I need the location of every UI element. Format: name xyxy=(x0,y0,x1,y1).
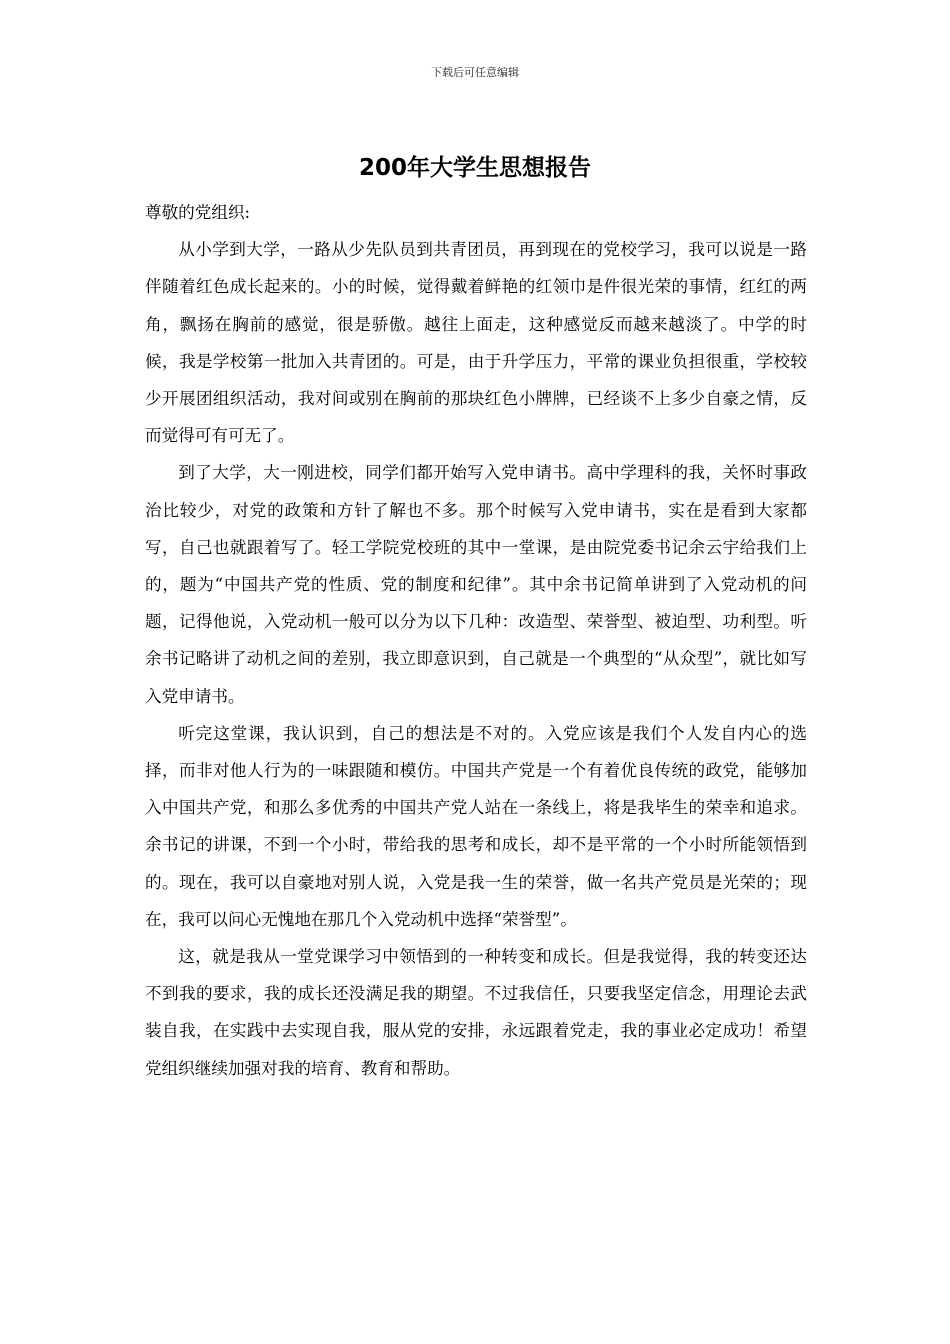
paragraph-1: 从小学到大学，一路从少先队员到共青团员，再到现在的党校学习，我可以说是一路伴随着红色成长起来的。小的时候，觉得戴着鲜艳的红领巾是件很光荣的事情，红红的两角，飘扬在胸前的感觉，很是骄傲。越往上面走，这种感觉反而越来越淡了。中学的时候，我是学校第一批加入共青团的。可是，由于升学压力，平常的课业负担很重，学校较少开展团组织活动，我对间或别在胸前的那块红色小牌牌，已经谈不上多少自豪之情，反而觉得可有可无了。 xyxy=(145,240,807,446)
paragraph-3: 听完这堂课，我认识到，自己的想法是不对的。入党应该是我们个人发自内心的选择，而非对他人行为的一味跟随和模仿。中国共产党是一个有着优良传统的政党，能够加入中国共产党，和那么多优秀的中国共产党人站在一条线上，将是我毕生的荣幸和追求。余书记的讲课，不到一个小时，带给我的思考和成长，却不是平常的一个小时所能领悟到的。现在，我可以自豪地对别人说，入党是我一生的荣誉，做一名共产党员是光荣的；现在，我可以问心无愧地在那几个入党动机中选择“荣誉型”。 xyxy=(145,723,807,929)
document-title: 200年大学生思想报告 xyxy=(358,155,591,181)
header-note: 下载后可任意编辑 xyxy=(431,66,519,79)
document-body xyxy=(145,194,807,1087)
paragraph-4: 这，就是我从一堂党课学习中领悟到的一种转变和成长。但是我觉得，我的转变还达不到我的要求，我的成长还没满足我的期望。不过我信任，只要我坚定信念，用理论去武装自我，在实践中去实现自我，服从党的安排，永远跟着党走，我的事业必定成功！希望党组织继续加强对我的培育、教育和帮助。 xyxy=(145,947,807,1078)
salutation: 尊敬的党组织: xyxy=(145,203,251,222)
paragraph-2: 到了大学，大一刚进校，同学们都开始写入党申请书。高中学理科的我，关怀时事政治比较少，对党的政策和方针了解也不多。那个时候写入党申请书，实在是看到大家都写，自己也就跟着写了。轻工学院党校班的其中一堂课，是由院党委书记余云宇给我们上的，题为“中国共产党的性质、党的制度和纪律”。其中余书记简单讲到了入党动机的问题，记得他说，入党动机一般可以分为以下几种：改造型、荣誉型、被迫型、功利型。听余书记略讲了动机之间的差别，我立即意识到，自己就是一个典型的“从众型”，就比如写入党申请书。 xyxy=(145,463,807,706)
